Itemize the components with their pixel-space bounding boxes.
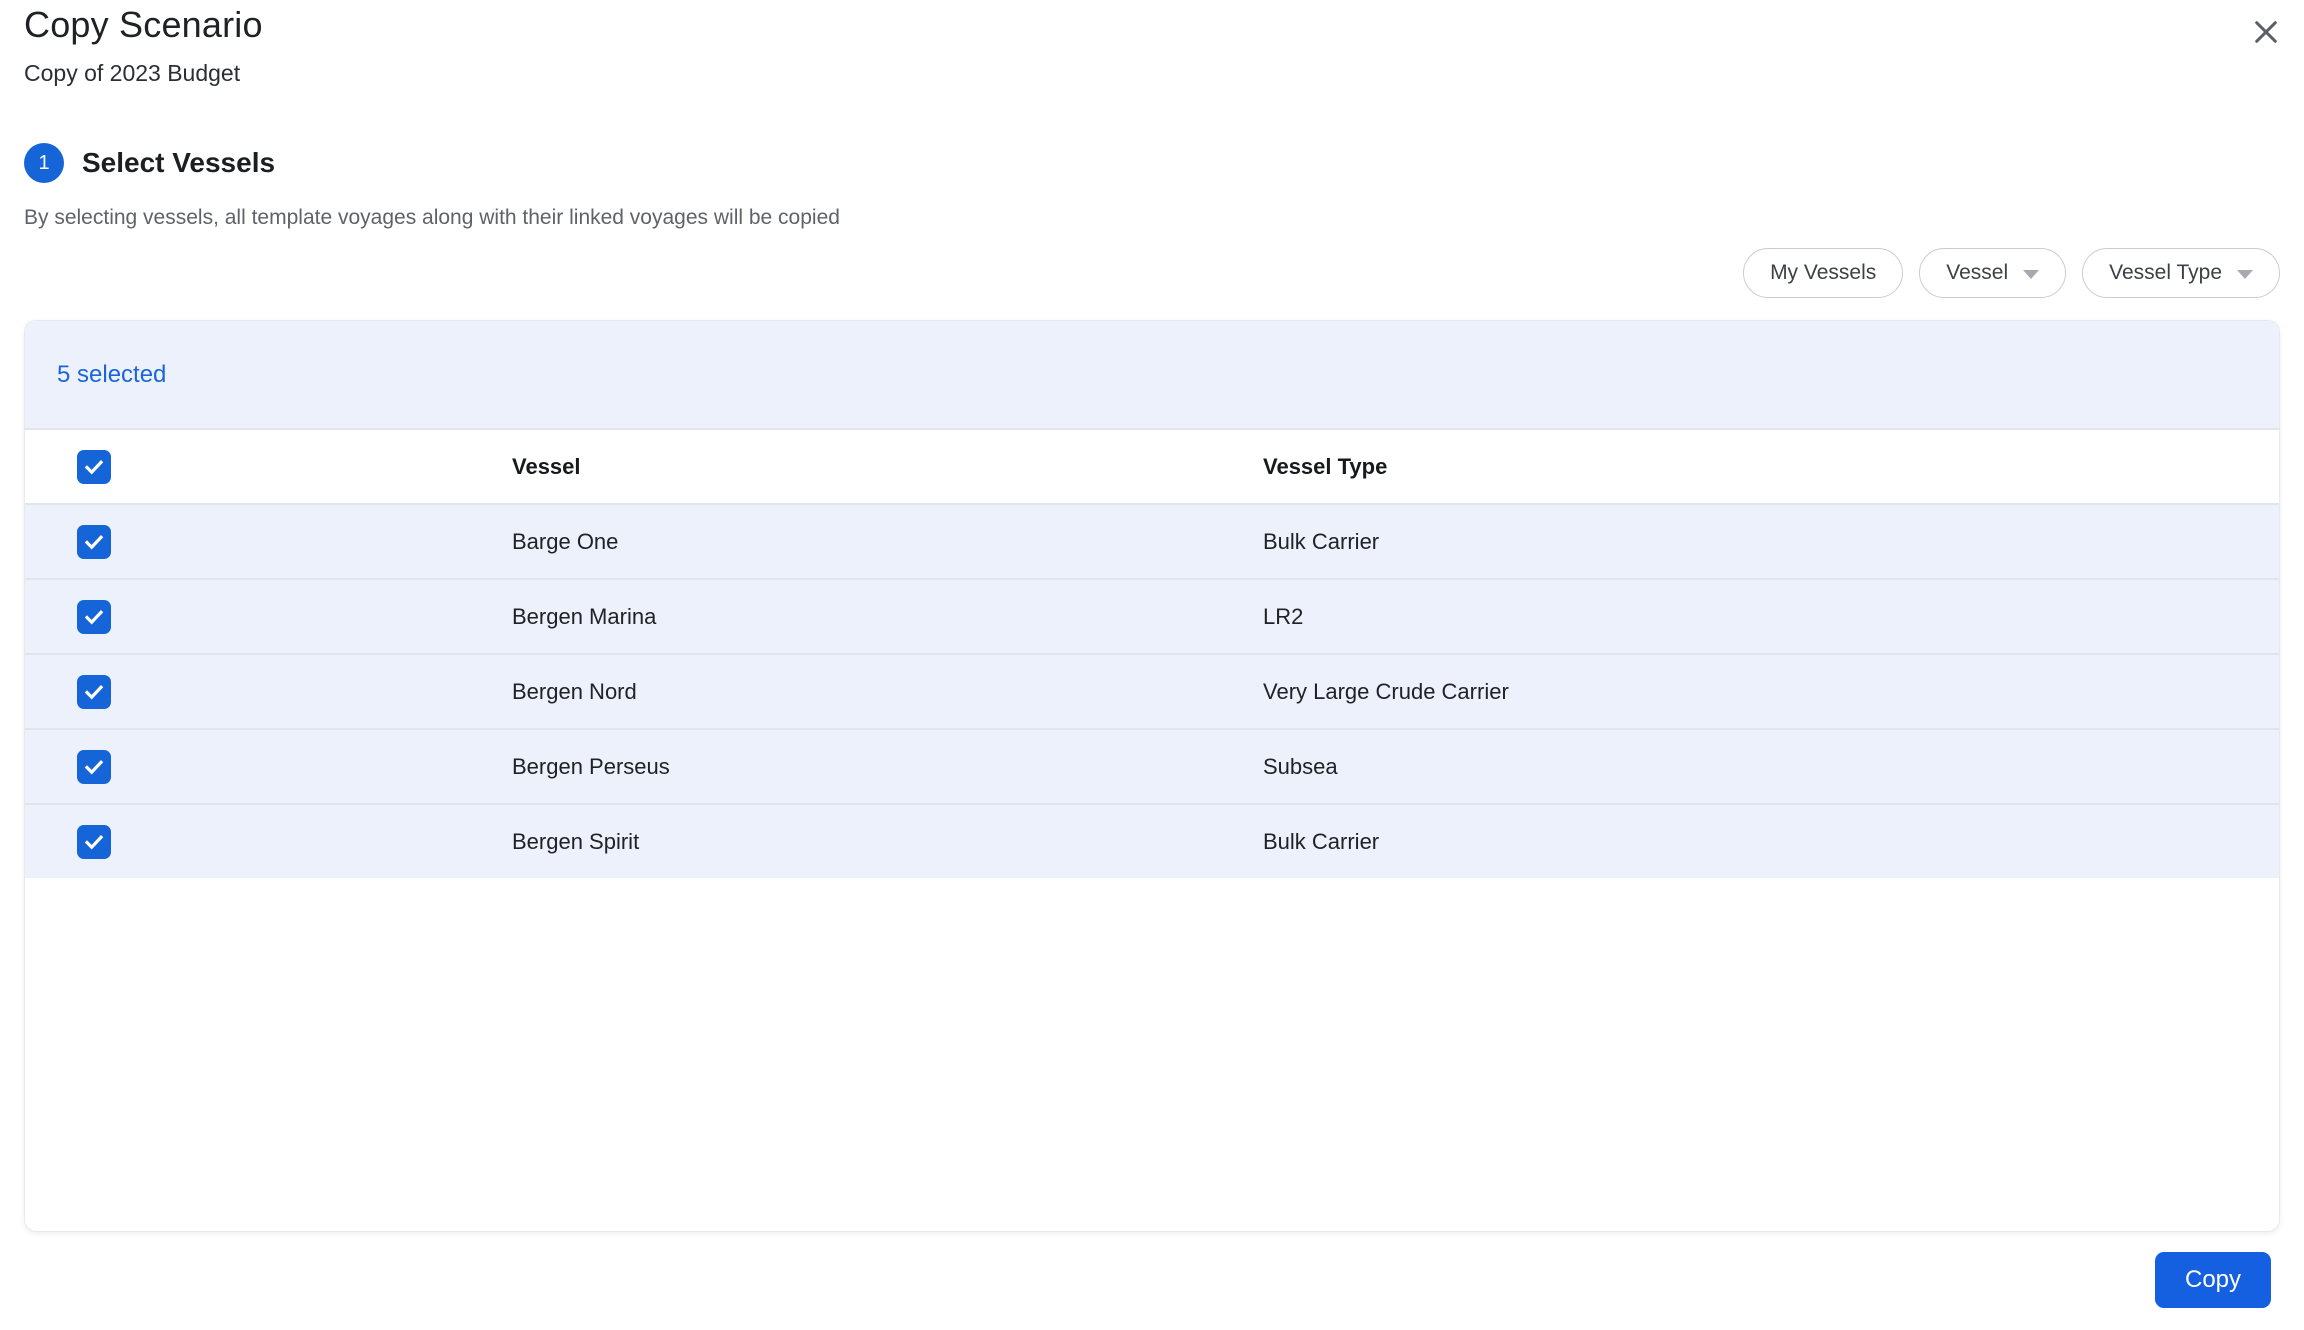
step-number-badge: 1 — [24, 143, 64, 183]
chevron-down-icon — [2237, 270, 2253, 279]
table-row[interactable] — [25, 653, 2279, 728]
vessel-type-cell: Bulk Carrier — [1263, 528, 1380, 554]
close-button[interactable] — [2240, 6, 2292, 58]
checkmark-icon — [82, 605, 106, 629]
filter-bar — [1743, 248, 2280, 298]
step-header — [24, 143, 275, 183]
row-checkbox[interactable] — [77, 675, 111, 709]
vessel-table-panel — [24, 320, 2280, 1232]
vessel-type-cell: LR2 — [1263, 603, 1304, 629]
select-all-checkbox[interactable] — [77, 450, 111, 484]
vessel-type-cell: Bulk Carrier — [1263, 828, 1380, 854]
vessel-cell: Bergen Perseus — [512, 753, 670, 779]
copy-button[interactable]: Copy — [2155, 1252, 2271, 1308]
table-row[interactable] — [25, 503, 2279, 578]
vessel-filter-dropdown[interactable] — [1919, 248, 2066, 298]
checkmark-icon — [82, 530, 106, 554]
vessel-type-column-header: Vessel Type — [1263, 453, 1388, 479]
vessel-type-filter-dropdown[interactable] — [2082, 248, 2280, 298]
vessel-cell: Bergen Marina — [512, 603, 657, 629]
my-vessels-filter-button[interactable] — [1743, 248, 1903, 298]
vessel-column-header: Vessel — [512, 453, 581, 479]
row-checkbox[interactable] — [77, 750, 111, 784]
chevron-down-icon — [2023, 270, 2039, 279]
row-checkbox[interactable] — [77, 525, 111, 559]
vessel-cell: Bergen Spirit — [512, 828, 640, 854]
checkmark-icon — [82, 755, 106, 779]
selection-count: 5 selected — [57, 360, 167, 388]
row-checkbox[interactable] — [77, 600, 111, 634]
selection-summary-band — [25, 321, 2279, 430]
my-vessels-filter-label: My Vessels — [1770, 261, 1877, 284]
step-heading: Select Vessels — [82, 147, 276, 178]
vessel-filter-label: Vessel — [1946, 261, 2009, 284]
checkmark-icon — [82, 455, 106, 479]
table-row[interactable] — [25, 803, 2279, 878]
close-icon — [2250, 16, 2282, 48]
vessel-cell: Bergen Nord — [512, 678, 637, 704]
dialog-subtitle: Copy of 2023 Budget — [24, 60, 241, 86]
step-description: By selecting vessels, all template voyages along with their linked voyages will be copied — [24, 206, 840, 229]
dialog-title: Copy Scenario — [24, 4, 263, 45]
vessel-type-cell: Subsea — [1263, 753, 1338, 779]
checkmark-icon — [82, 830, 106, 854]
vessel-cell: Barge One — [512, 528, 619, 554]
checkmark-icon — [82, 680, 106, 704]
table-row[interactable] — [25, 578, 2279, 653]
table-header-row — [25, 430, 2279, 503]
table-row[interactable] — [25, 728, 2279, 803]
vessel-type-filter-label: Vessel Type — [2109, 261, 2222, 284]
row-checkbox[interactable] — [77, 825, 111, 859]
vessel-type-cell: Very Large Crude Carrier — [1263, 678, 1509, 704]
